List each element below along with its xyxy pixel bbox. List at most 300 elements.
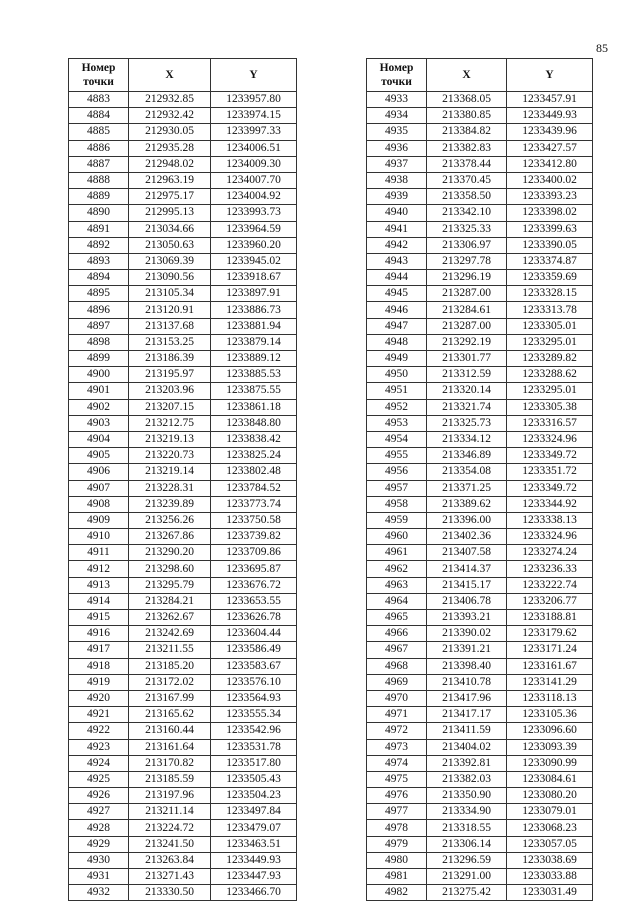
x-coordinate-cell: 213167.99: [129, 690, 211, 706]
y-coordinate-cell: 1233784.52: [211, 480, 297, 496]
y-coordinate-cell: 1233517.80: [211, 755, 297, 771]
y-coordinate-cell: 1233960.20: [211, 237, 297, 253]
point-number-cell: 4938: [367, 172, 427, 188]
table-row: [69, 593, 297, 609]
x-coordinate-cell: 213318.55: [427, 820, 507, 836]
y-coordinate-cell: 1233802.48: [211, 464, 297, 480]
x-coordinate-cell: 213050.63: [129, 237, 211, 253]
x-coordinate-cell: 213410.78: [427, 674, 507, 690]
y-coordinate-cell: 1233316.57: [507, 415, 593, 431]
y-coordinate-cell: 1233479.07: [211, 820, 297, 836]
y-coordinate-cell: 1233033.88: [507, 869, 593, 885]
x-coordinate-cell: 213290.20: [129, 545, 211, 561]
x-coordinate-cell: 213263.84: [129, 852, 211, 868]
point-number-cell: 4932: [69, 885, 129, 901]
y-coordinate-cell: 1233084.61: [507, 771, 593, 787]
table-row: [69, 529, 297, 545]
point-number-cell: 4973: [367, 739, 427, 755]
table-body-left: [69, 92, 297, 901]
x-coordinate-cell: 212930.05: [129, 124, 211, 140]
x-coordinate-cell: 213415.17: [427, 577, 507, 593]
table-row: [367, 723, 593, 739]
x-coordinate-cell: 213334.12: [427, 431, 507, 447]
y-coordinate-cell: 1233351.72: [507, 464, 593, 480]
y-coordinate-cell: 1233463.51: [211, 836, 297, 852]
table-row: [69, 723, 297, 739]
x-coordinate-cell: 213371.25: [427, 480, 507, 496]
y-coordinate-cell: 1233295.01: [507, 383, 593, 399]
point-number-cell: 4963: [367, 577, 427, 593]
point-number-cell: 4959: [367, 512, 427, 528]
table-row: [367, 480, 593, 496]
point-number-cell: 4949: [367, 351, 427, 367]
point-number-cell: 4912: [69, 561, 129, 577]
point-number-cell: 4883: [69, 92, 129, 108]
x-coordinate-cell: 213220.73: [129, 448, 211, 464]
table-row: [69, 707, 297, 723]
y-coordinate-cell: 1233374.87: [507, 253, 593, 269]
y-coordinate-cell: 1233466.70: [211, 885, 297, 901]
x-coordinate-cell: 213284.21: [129, 593, 211, 609]
point-number-cell: 4908: [69, 496, 129, 512]
point-number-cell: 4929: [69, 836, 129, 852]
point-number-cell: 4977: [367, 804, 427, 820]
table-row: [367, 221, 593, 237]
table-row: [69, 658, 297, 674]
table-row: [367, 610, 593, 626]
point-number-cell: 4956: [367, 464, 427, 480]
y-coordinate-cell: 1233274.24: [507, 545, 593, 561]
table-row: [69, 205, 297, 221]
y-coordinate-cell: 1233889.12: [211, 351, 297, 367]
x-coordinate-cell: 213342.10: [427, 205, 507, 221]
point-number-cell: 4948: [367, 334, 427, 350]
y-coordinate-cell: 1233206.77: [507, 593, 593, 609]
point-number-cell: 4953: [367, 415, 427, 431]
y-coordinate-cell: 1233161.67: [507, 658, 593, 674]
x-coordinate-cell: 213211.14: [129, 804, 211, 820]
point-number-cell: 4982: [367, 885, 427, 901]
page-number: 85: [596, 41, 608, 55]
table-row: [367, 367, 593, 383]
table-row: [69, 431, 297, 447]
table-row: [367, 577, 593, 593]
y-coordinate-cell: 1234004.92: [211, 189, 297, 205]
point-number-cell: 4926: [69, 788, 129, 804]
x-coordinate-cell: 213404.02: [427, 739, 507, 755]
table-row: [367, 561, 593, 577]
y-coordinate-cell: 1233068.23: [507, 820, 593, 836]
x-coordinate-cell: 213380.85: [427, 108, 507, 124]
point-number-cell: 4923: [69, 739, 129, 755]
x-coordinate-cell: 213295.79: [129, 577, 211, 593]
y-coordinate-cell: 1233695.87: [211, 561, 297, 577]
table-row: [367, 415, 593, 431]
point-number-cell: 4905: [69, 448, 129, 464]
y-coordinate-cell: 1233412.80: [507, 156, 593, 172]
x-coordinate-cell: 213262.67: [129, 610, 211, 626]
point-number-cell: 4947: [367, 318, 427, 334]
x-coordinate-cell: 213185.20: [129, 658, 211, 674]
y-coordinate-cell: 1233349.72: [507, 448, 593, 464]
x-coordinate-cell: 213296.19: [427, 270, 507, 286]
x-coordinate-cell: 213407.58: [427, 545, 507, 561]
table-row: [367, 464, 593, 480]
y-header: Y: [507, 59, 593, 92]
point-number-cell: 4934: [367, 108, 427, 124]
y-coordinate-cell: 1233093.39: [507, 739, 593, 755]
point-number-cell: 4913: [69, 577, 129, 593]
x-coordinate-cell: 213207.15: [129, 399, 211, 415]
point-number-cell: 4965: [367, 610, 427, 626]
y-coordinate-cell: 1233918.67: [211, 270, 297, 286]
x-coordinate-cell: 213160.44: [129, 723, 211, 739]
y-coordinate-cell: 1233105.36: [507, 707, 593, 723]
point-number-cell: 4914: [69, 593, 129, 609]
point-number-cell: 4899: [69, 351, 129, 367]
table-row: [69, 545, 297, 561]
x-coordinate-cell: 213382.83: [427, 140, 507, 156]
x-coordinate-cell: 213382.03: [427, 771, 507, 787]
y-coordinate-cell: 1233838.42: [211, 431, 297, 447]
point-number-cell: 4915: [69, 610, 129, 626]
x-coordinate-cell: 213212.75: [129, 415, 211, 431]
table-row: [69, 399, 297, 415]
point-number-header-line2: точки: [83, 76, 114, 88]
x-coordinate-cell: 213392.81: [427, 755, 507, 771]
table-row: [69, 642, 297, 658]
x-coordinate-cell: 213398.40: [427, 658, 507, 674]
x-coordinate-cell: 213325.33: [427, 221, 507, 237]
point-number-cell: 4921: [69, 707, 129, 723]
point-number-cell: 4954: [367, 431, 427, 447]
point-number-cell: 4971: [367, 707, 427, 723]
y-coordinate-cell: 1233236.33: [507, 561, 593, 577]
table-row: [69, 383, 297, 399]
y-coordinate-cell: 1233222.74: [507, 577, 593, 593]
point-number-cell: 4967: [367, 642, 427, 658]
x-coordinate-cell: 212932.42: [129, 108, 211, 124]
table-header-row: [367, 59, 593, 92]
point-number-cell: 4918: [69, 658, 129, 674]
table-row: [69, 189, 297, 205]
point-number-cell: 4901: [69, 383, 129, 399]
table-row: [367, 286, 593, 302]
y-coordinate-cell: 1233879.14: [211, 334, 297, 350]
table-row: [367, 755, 593, 771]
point-number-cell: 4951: [367, 383, 427, 399]
table-row: [367, 302, 593, 318]
point-number-header-line1: Номер: [379, 62, 414, 74]
point-number-cell: 4884: [69, 108, 129, 124]
table-row: [69, 755, 297, 771]
point-number-cell: 4889: [69, 189, 129, 205]
point-number-cell: 4907: [69, 480, 129, 496]
table-row: [367, 512, 593, 528]
x-coordinate-cell: 213197.96: [129, 788, 211, 804]
x-coordinate-cell: 212995.13: [129, 205, 211, 221]
table-body-right: [367, 92, 593, 901]
point-number-cell: 4945: [367, 286, 427, 302]
y-coordinate-cell: 1233096.60: [507, 723, 593, 739]
table-row: [69, 869, 297, 885]
point-number-cell: 4896: [69, 302, 129, 318]
point-number-cell: 4966: [367, 626, 427, 642]
point-number-cell: 4972: [367, 723, 427, 739]
table-row: [367, 852, 593, 868]
x-coordinate-cell: 213219.14: [129, 464, 211, 480]
y-coordinate-cell: 1233974.15: [211, 108, 297, 124]
table-row: [367, 820, 593, 836]
table-row: [69, 334, 297, 350]
x-coordinate-cell: 213417.17: [427, 707, 507, 723]
point-number-cell: 4892: [69, 237, 129, 253]
point-number-header-line2: точки: [381, 76, 412, 88]
x-coordinate-cell: 212975.17: [129, 189, 211, 205]
table-row: [69, 108, 297, 124]
table-row: [367, 189, 593, 205]
x-coordinate-cell: 213325.73: [427, 415, 507, 431]
y-coordinate-cell: 1233604.44: [211, 626, 297, 642]
point-number-cell: 4961: [367, 545, 427, 561]
x-coordinate-cell: 212948.02: [129, 156, 211, 172]
point-number-cell: 4976: [367, 788, 427, 804]
x-coordinate-cell: 213411.59: [427, 723, 507, 739]
x-coordinate-cell: 213346.89: [427, 448, 507, 464]
x-coordinate-cell: 213306.14: [427, 836, 507, 852]
y-coordinate-cell: 1233324.96: [507, 431, 593, 447]
x-coordinate-cell: 213242.69: [129, 626, 211, 642]
x-header: X: [129, 59, 211, 92]
y-coordinate-cell: 1233676.72: [211, 577, 297, 593]
table-row: [367, 788, 593, 804]
table-row: [69, 496, 297, 512]
point-number-cell: 4930: [69, 852, 129, 868]
y-coordinate-cell: 1233576.10: [211, 674, 297, 690]
point-number-cell: 4933: [367, 92, 427, 108]
x-coordinate-cell: 213378.44: [427, 156, 507, 172]
y-coordinate-cell: 1233964.59: [211, 221, 297, 237]
point-number-cell: 4962: [367, 561, 427, 577]
x-coordinate-cell: 213239.89: [129, 496, 211, 512]
table-row: [69, 674, 297, 690]
x-coordinate-cell: 213224.72: [129, 820, 211, 836]
point-number-cell: 4979: [367, 836, 427, 852]
x-coordinate-cell: 213393.21: [427, 610, 507, 626]
point-number-cell: 4952: [367, 399, 427, 415]
y-coordinate-cell: 1233305.38: [507, 399, 593, 415]
x-coordinate-cell: 213172.02: [129, 674, 211, 690]
table-row: [69, 836, 297, 852]
point-number-cell: 4925: [69, 771, 129, 787]
x-coordinate-cell: 213161.64: [129, 739, 211, 755]
y-coordinate-cell: 1233505.43: [211, 771, 297, 787]
y-coordinate-cell: 1233399.63: [507, 221, 593, 237]
y-coordinate-cell: 1233957.80: [211, 92, 297, 108]
y-coordinate-cell: 1233886.73: [211, 302, 297, 318]
table-row: [367, 431, 593, 447]
x-coordinate-cell: 213402.36: [427, 529, 507, 545]
y-coordinate-cell: 1233555.34: [211, 707, 297, 723]
table-row: [69, 448, 297, 464]
point-number-cell: 4924: [69, 755, 129, 771]
table-row: [367, 869, 593, 885]
y-coordinate-cell: 1233653.55: [211, 593, 297, 609]
table-row: [367, 205, 593, 221]
table-row: [69, 690, 297, 706]
x-coordinate-cell: 213301.77: [427, 351, 507, 367]
point-number-cell: 4897: [69, 318, 129, 334]
y-coordinate-cell: 1233398.02: [507, 205, 593, 221]
x-header: X: [427, 59, 507, 92]
table-row: [69, 415, 297, 431]
y-coordinate-cell: 1234006.51: [211, 140, 297, 156]
y-coordinate-cell: 1233305.01: [507, 318, 593, 334]
point-number-cell: 4888: [69, 172, 129, 188]
table-row: [367, 804, 593, 820]
x-coordinate-cell: 213306.97: [427, 237, 507, 253]
y-coordinate-cell: 1233118.13: [507, 690, 593, 706]
y-coordinate-cell: 1233997.33: [211, 124, 297, 140]
table-row: [69, 221, 297, 237]
point-number-cell: 4935: [367, 124, 427, 140]
x-coordinate-cell: 213153.25: [129, 334, 211, 350]
x-coordinate-cell: 213406.78: [427, 593, 507, 609]
table-row: [367, 156, 593, 172]
table-row: [367, 885, 593, 901]
y-coordinate-cell: 1233709.86: [211, 545, 297, 561]
table-row: [69, 367, 297, 383]
x-coordinate-cell: 213090.56: [129, 270, 211, 286]
y-coordinate-cell: 1233825.24: [211, 448, 297, 464]
x-coordinate-cell: 212963.19: [129, 172, 211, 188]
y-coordinate-cell: 1233349.72: [507, 480, 593, 496]
point-number-cell: 4936: [367, 140, 427, 156]
x-coordinate-cell: 213120.91: [129, 302, 211, 318]
table-row: [367, 545, 593, 561]
point-number-cell: 4975: [367, 771, 427, 787]
y-coordinate-cell: 1233542.96: [211, 723, 297, 739]
point-number-cell: 4895: [69, 286, 129, 302]
table-row: [367, 593, 593, 609]
point-number-cell: 4922: [69, 723, 129, 739]
y-coordinate-cell: 1233449.93: [211, 852, 297, 868]
point-number-cell: 4957: [367, 480, 427, 496]
y-coordinate-cell: 1233057.05: [507, 836, 593, 852]
y-coordinate-cell: 1233338.13: [507, 512, 593, 528]
point-number-cell: 4920: [69, 690, 129, 706]
point-number-cell: 4955: [367, 448, 427, 464]
x-coordinate-cell: 213219.13: [129, 431, 211, 447]
point-number-cell: 4928: [69, 820, 129, 836]
table-row: [69, 788, 297, 804]
table-row: [367, 172, 593, 188]
table-row: [69, 626, 297, 642]
table-row: [69, 172, 297, 188]
y-coordinate-cell: 1233564.93: [211, 690, 297, 706]
point-number-cell: 4974: [367, 755, 427, 771]
x-coordinate-cell: 213287.00: [427, 286, 507, 302]
x-coordinate-cell: 213368.05: [427, 92, 507, 108]
y-coordinate-cell: 1233390.05: [507, 237, 593, 253]
y-coordinate-cell: 1233090.99: [507, 755, 593, 771]
y-header: Y: [211, 59, 297, 92]
x-coordinate-cell: 213334.90: [427, 804, 507, 820]
table-row: [69, 739, 297, 755]
coordinates-table-right: [366, 58, 593, 901]
point-number-cell: 4898: [69, 334, 129, 350]
table-row: [367, 658, 593, 674]
table-row: [367, 108, 593, 124]
y-coordinate-cell: 1233288.62: [507, 367, 593, 383]
point-number-cell: 4958: [367, 496, 427, 512]
y-coordinate-cell: 1233295.01: [507, 334, 593, 350]
point-number-cell: 4931: [69, 869, 129, 885]
y-coordinate-cell: 1233171.24: [507, 642, 593, 658]
x-coordinate-cell: 213185.59: [129, 771, 211, 787]
table-row: [367, 318, 593, 334]
table-row: [69, 237, 297, 253]
x-coordinate-cell: 213312.59: [427, 367, 507, 383]
y-coordinate-cell: 1233945.02: [211, 253, 297, 269]
x-coordinate-cell: 213170.82: [129, 755, 211, 771]
y-coordinate-cell: 1233626.78: [211, 610, 297, 626]
x-coordinate-cell: 213034.66: [129, 221, 211, 237]
y-coordinate-cell: 1233457.91: [507, 92, 593, 108]
point-number-cell: 4964: [367, 593, 427, 609]
table-row: [69, 852, 297, 868]
point-number-cell: 4941: [367, 221, 427, 237]
y-coordinate-cell: 1233586.49: [211, 642, 297, 658]
y-coordinate-cell: 1233750.58: [211, 512, 297, 528]
point-number-cell: 4919: [69, 674, 129, 690]
y-coordinate-cell: 1234009.30: [211, 156, 297, 172]
point-number-cell: 4944: [367, 270, 427, 286]
x-coordinate-cell: 213186.39: [129, 351, 211, 367]
x-coordinate-cell: 213417.96: [427, 690, 507, 706]
y-coordinate-cell: 1233881.94: [211, 318, 297, 334]
point-number-cell: 4900: [69, 367, 129, 383]
y-coordinate-cell: 1233031.49: [507, 885, 593, 901]
point-number-header-line1: Номер: [81, 62, 116, 74]
x-coordinate-cell: 213391.21: [427, 642, 507, 658]
x-coordinate-cell: 213330.50: [129, 885, 211, 901]
y-coordinate-cell: 1233141.29: [507, 674, 593, 690]
x-coordinate-cell: 213292.19: [427, 334, 507, 350]
table-row: [367, 690, 593, 706]
x-coordinate-cell: 213358.50: [427, 189, 507, 205]
x-coordinate-cell: 213241.50: [129, 836, 211, 852]
point-number-cell: 4943: [367, 253, 427, 269]
table-row: [367, 383, 593, 399]
point-number-cell: 4890: [69, 205, 129, 221]
table-row: [69, 302, 297, 318]
table-row: [69, 286, 297, 302]
x-coordinate-cell: 213228.31: [129, 480, 211, 496]
point-number-cell: 4940: [367, 205, 427, 221]
point-number-cell: 4911: [69, 545, 129, 561]
table-header-row: [69, 59, 297, 92]
x-coordinate-cell: 212935.28: [129, 140, 211, 156]
x-coordinate-cell: 213396.00: [427, 512, 507, 528]
table-row: [367, 270, 593, 286]
point-number-cell: 4939: [367, 189, 427, 205]
y-coordinate-cell: 1233993.73: [211, 205, 297, 221]
table-row: [69, 156, 297, 172]
x-coordinate-cell: 213414.37: [427, 561, 507, 577]
point-number-cell: 4902: [69, 399, 129, 415]
y-coordinate-cell: 1233531.78: [211, 739, 297, 755]
